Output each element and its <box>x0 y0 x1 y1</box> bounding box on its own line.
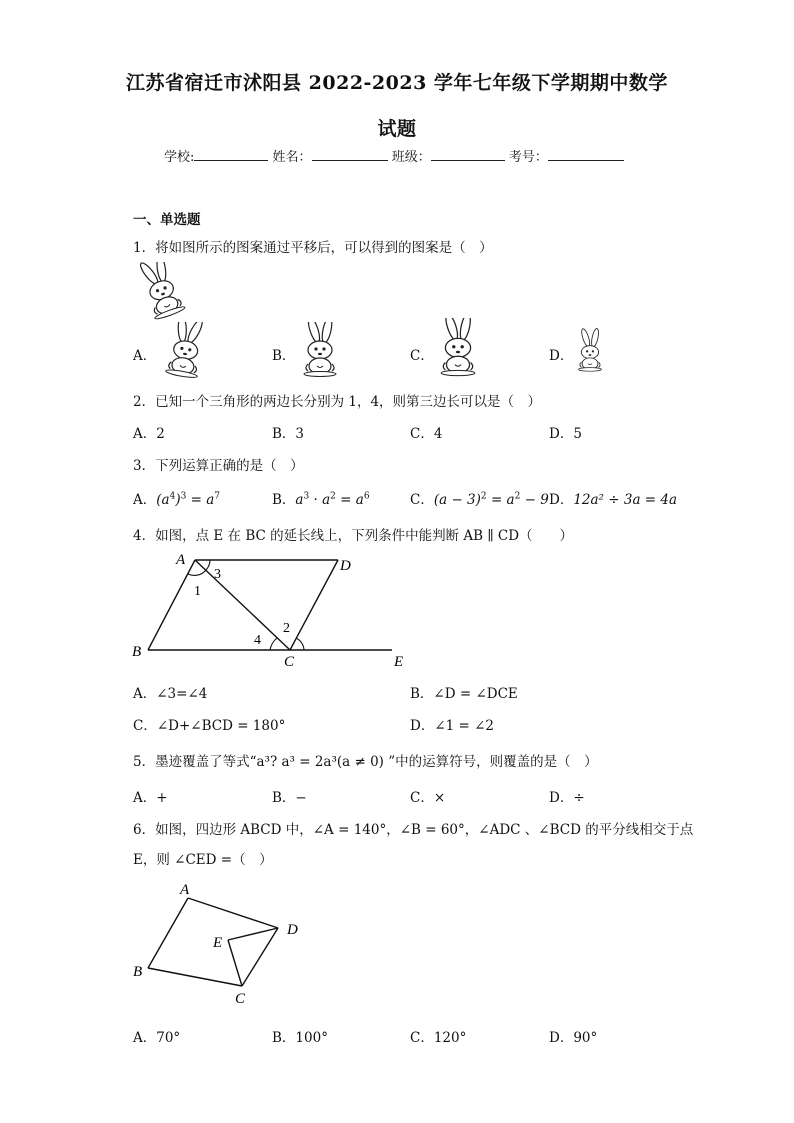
q6-option-d[interactable]: D．90° <box>549 1030 598 1046</box>
label-b: B <box>133 964 143 980</box>
q5-option-d[interactable]: D．÷ <box>549 790 585 806</box>
angle-arc-1 <box>188 570 206 575</box>
school-blank[interactable] <box>194 148 268 161</box>
q6-option-c[interactable]: C．120° <box>410 1030 467 1046</box>
class-label: 班级： <box>391 150 431 165</box>
page-title: 江苏省宿迁市沭阳县 2022-2023 学年七年级下学期期中数学 <box>126 72 668 94</box>
segment-ab <box>148 560 195 650</box>
label-e: E <box>213 935 223 951</box>
q5-stem: 5．墨迹覆盖了等式“a³? a³ = 2a³(a ≠ 0) ”中的运算符号，则覆盖的是（ ） <box>133 754 598 770</box>
angle-arc-4 <box>270 638 277 650</box>
q6-option-b[interactable]: B．100° <box>272 1030 328 1046</box>
q1-option-a[interactable]: A． <box>133 348 157 364</box>
segment-ad <box>188 898 278 928</box>
segment-ac <box>195 560 290 650</box>
segment-bc <box>148 968 242 986</box>
q6-stem-line2: E，则 ∠CED =（ ） <box>133 852 273 868</box>
exam-number-label: 考号： <box>508 150 548 165</box>
q2-option-d[interactable]: D．5 <box>549 426 582 442</box>
label-d: D <box>340 558 351 574</box>
school-label: 学校: <box>164 150 195 165</box>
page-title-line2: 试题 <box>377 118 417 140</box>
q3-option-a[interactable]: A．$(a^4)^3 = a^7$ <box>133 491 221 508</box>
segment-dc <box>290 560 338 650</box>
rabbit-option-c-image <box>433 318 483 378</box>
segment-ec <box>228 940 242 986</box>
q2-option-c[interactable]: C．4 <box>410 426 443 442</box>
rabbit-option-d-image <box>570 328 610 374</box>
label-a: A <box>176 552 186 568</box>
q3-option-d[interactable]: D．12a² ÷ 3a = 4a <box>549 492 678 508</box>
q1-option-d[interactable]: D． <box>549 348 574 364</box>
q1-stem: 1．将如图所示的图案通过平移后，可以得到的图案是（ ） <box>133 240 493 256</box>
segment-ab <box>148 898 188 968</box>
name-blank[interactable] <box>312 148 388 161</box>
q4-option-c[interactable]: C．∠D+∠BCD = 180° <box>133 718 286 734</box>
q2-stem: 2．已知一个三角形的两边长分别为 1，4，则第三边长可以是（ ） <box>133 394 542 410</box>
q4-parallelogram-figure <box>130 548 420 672</box>
q1-option-b[interactable]: B． <box>272 348 296 364</box>
exam-number-blank[interactable] <box>548 148 624 161</box>
rabbit-original-image <box>133 262 193 320</box>
label-angle-3: 3 <box>214 567 221 582</box>
label-c: C <box>235 991 246 1007</box>
segment-ed <box>228 928 278 940</box>
q2-option-a[interactable]: A．2 <box>133 426 165 442</box>
q3-option-c[interactable]: C．$(a - 3)^2 = a^2 - 9$ <box>410 491 549 508</box>
q1-option-c[interactable]: C． <box>410 348 434 364</box>
class-blank[interactable] <box>431 148 505 161</box>
name-label: 姓名： <box>272 150 312 165</box>
rabbit-option-a-image <box>160 322 210 378</box>
label-b: B <box>132 644 142 660</box>
rabbit-option-b-image <box>295 322 345 378</box>
q4-stem: 4．如图，点 E 在 BC 的延长线上，下列条件中能判断 AB ∥ CD（ ） <box>133 528 574 544</box>
label-d: D <box>287 922 298 938</box>
angle-arc-3 <box>206 560 210 570</box>
q5-option-b[interactable]: B．− <box>272 790 307 806</box>
q5-option-a[interactable]: A．+ <box>133 790 168 806</box>
label-angle-2: 2 <box>283 621 290 636</box>
q4-option-a[interactable]: A．∠3=∠4 <box>133 686 208 702</box>
segment-cd <box>242 928 278 986</box>
q6-quadrilateral-figure <box>130 878 320 1010</box>
label-c: C <box>284 654 295 670</box>
q3-stem: 3．下列运算正确的是（ ） <box>133 458 304 474</box>
info-fields <box>164 146 624 165</box>
angle-arc-2 <box>296 638 304 650</box>
q5-option-c[interactable]: C．× <box>410 790 446 806</box>
q2-option-b[interactable]: B．3 <box>272 426 305 442</box>
label-angle-4: 4 <box>254 633 261 648</box>
label-a: A <box>180 882 190 898</box>
label-angle-1: 1 <box>194 584 201 599</box>
q6-stem-line1: 6．如图，四边形 ABCD 中，∠A = 140°，∠B = 60°，∠ADC 、∠BCD 的平分线相交于点 <box>133 822 694 838</box>
section-heading: 一、单选题 <box>133 212 201 228</box>
q6-option-a[interactable]: A．70° <box>133 1030 181 1046</box>
q4-option-d[interactable]: D．∠1 = ∠2 <box>410 718 495 734</box>
q4-option-b[interactable]: B．∠D = ∠DCE <box>410 686 518 702</box>
q3-option-b[interactable]: B．$a^3 \cdot a^2 = a^6$ <box>272 491 370 508</box>
label-e: E <box>394 654 404 670</box>
